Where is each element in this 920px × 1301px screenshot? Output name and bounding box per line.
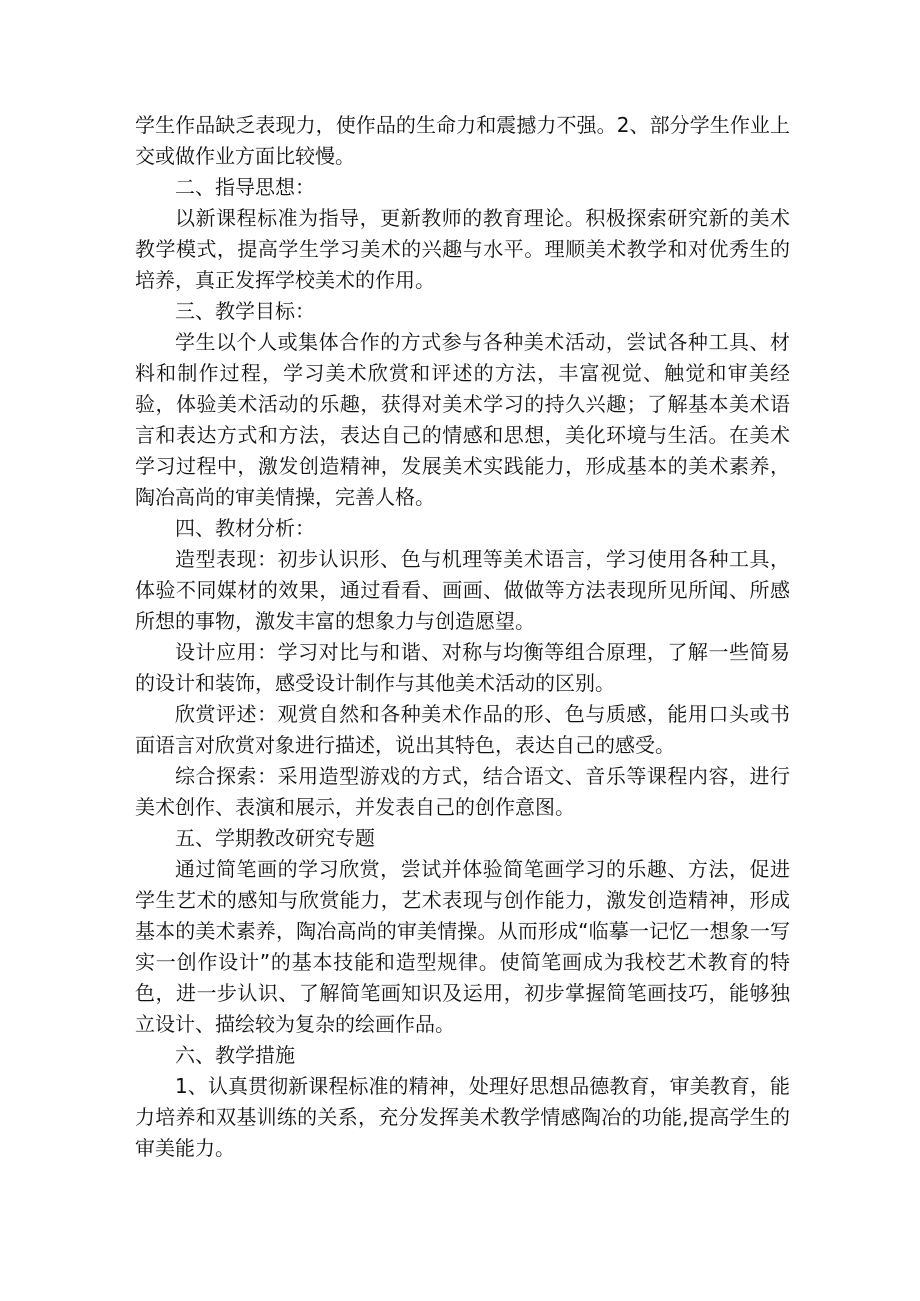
section-heading-teaching-measures: 六、教学措施: [175, 1043, 295, 1067]
document-body: [135, 110, 790, 1164]
paragraph-appreciation-review: 欣赏评述：观赏自然和各种美术作品的形、色与质感，能用口头或书面语言对欣赏对象进行描述，说出其特色，表达自己的感受。: [135, 702, 790, 757]
paragraph-modeling-expression: 造型表现：初步认识形、色与机理等美术语言，学习使用各种工具，体验不同媒材的效果，通过看看、画画、做做等方法表现所见所闻、所感所想的事物，激发丰富的想象力与创造愿望。: [135, 547, 790, 633]
section-heading-teaching-goals: 三、教学目标：: [175, 299, 315, 323]
section-heading-guiding-ideology: 二、指导思想：: [175, 175, 315, 199]
section-heading-reform-research: 五、学期教改研究专题: [175, 826, 375, 850]
paragraph-guiding-ideology: 以新课程标准为指导，更新教师的教育理论。积极探索研究新的美术教学模式，提高学生学习美术的兴趣与水平。理顺美术教学和对优秀生的培养，真正发挥学校美术的作用。: [135, 206, 790, 292]
paragraph-continued: 学生作品缺乏表现力，使作品的生命力和震撼力不强。2、部分学生作业上交或做作业方面比较慢。: [135, 113, 790, 168]
paragraph-comprehensive-exploration: 综合探索：采用造型游戏的方式，结合语文、音乐等课程内容，进行美术创作、表演和展示，并发表自己的创作意图。: [135, 764, 790, 819]
paragraph-reform-research: 通过简笔画的学习欣赏，尝试并体验简笔画学习的乐趣、方法，促进学生艺术的感知与欣赏能力，艺术表现与创作能力，激发创造精神，形成基本的美术素养，陶冶高尚的审美情操。从而形成“临摹一记忆一想象一写实一创作设计”的基本技能和造型规律。使简笔画成为我校艺术教育的特色，进一步认识、了解简笔画知识及运用，初步掌握简笔画技巧，能够独立设计、描绘较为复杂的绘画作品。: [135, 857, 790, 1036]
paragraph-design-application: 设计应用：学习对比与和谐、对称与均衡等组合原理，了解一些简易的设计和装饰，感受设计制作与其他美术活动的区别。: [135, 640, 790, 695]
paragraph-teaching-measure-1: 1、认真贯彻新课程标准的精神，处理好思想品德教育，审美教育，能力培养和双基训练的关系，充分发挥美术教学情感陶冶的功能,提高学生的审美能力。: [135, 1074, 790, 1160]
paragraph-teaching-goals: 学生以个人或集体合作的方式参与各种美术活动，尝试各种工具、材料和制作过程，学习美术欣赏和评述的方法，丰富视觉、触觉和审美经验，体验美术活动的乐趣，获得对美术学习的持久兴趣；了解基本美术语言和表达方式和方法，表达自己的情感和思想，美化环境与生活。在美术学习过程中，激发创造精神，发展美术实践能力，形成基本的美术素养，陶冶高尚的审美情操，完善人格。: [135, 330, 790, 509]
section-heading-textbook-analysis: 四、教材分析：: [175, 516, 315, 540]
